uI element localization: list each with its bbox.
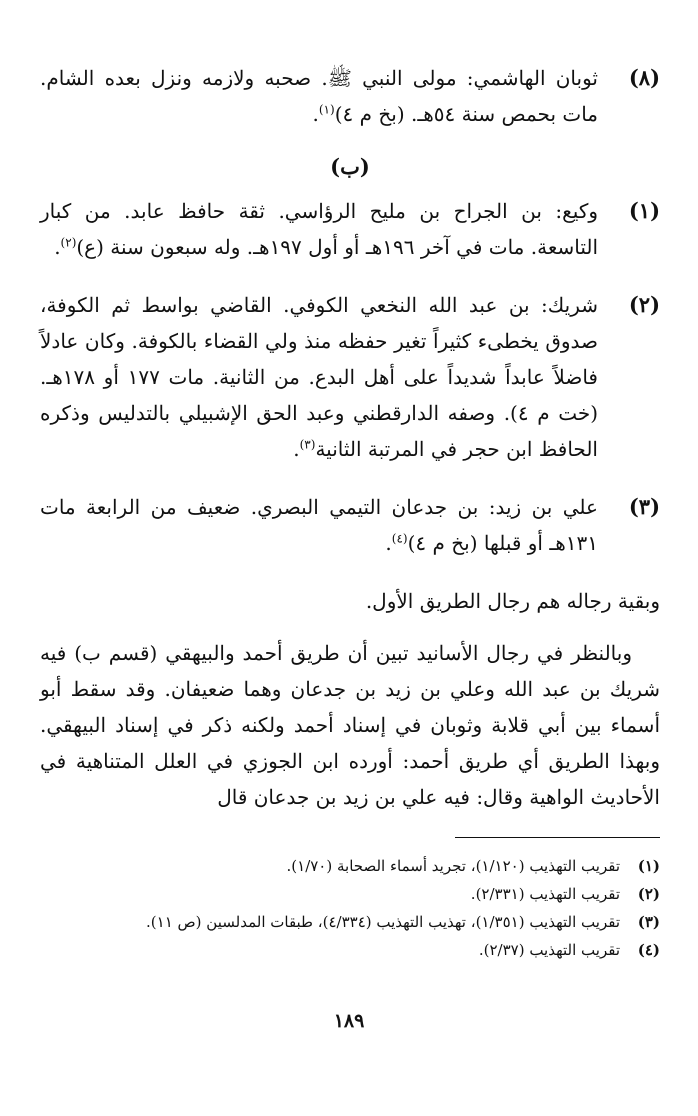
entry-content: ثوبان الهاشمي: مولى النبي ﷺ. صحبه ولازمه ونزل بعده الشام. مات بحمص سنة ٥٤هـ. (بخ م ٤) (40, 66, 598, 126)
entry-text (40, 193, 598, 265)
narrator-entry (40, 489, 660, 561)
footnote-divider (455, 837, 660, 838)
footnote (40, 880, 660, 908)
entry-end: . (293, 437, 300, 461)
page-number: ١٨٩ (333, 1010, 365, 1032)
footnote-text: تقريب التهذيب (٢/٣٣١). (470, 885, 620, 903)
footnote-text: تقريب التهذيب (١/١٢٠)، تجريد أسماء الصحابة (١/٧٠). (286, 857, 620, 875)
entry-number: (٢) (628, 292, 660, 317)
entry-number: (١) (628, 198, 660, 223)
entry-content: وكيع: بن الجراح بن مليح الرؤاسي. ثقة حافظ عابد. من كبار التاسعة. مات في آخر ١٩٦هـ أو أول ١٩٧هـ. وله سبعون سنة (ع) (40, 199, 598, 259)
narrator-entry (40, 287, 660, 467)
paragraph: وبالنظر في رجال الأسانيد تبين أن طريق أحمد والبيهقي (قسم ب) فيه شريك بن عبد الله وعلي بن زيد بن جدعان وهما ضعيفان. وقد سقط أبو أسماء بين أبي قلابة وثوبان في إسناد أحمد ولكنه ذكر في إسناد البيهقي. وبهذا الطريق أي طريق أحمد: أورده ابن الجوزي في العلل المتناهية في الأحاديث الواهية وقال: فيه علي بن زيد بن جدعان قال (40, 641, 660, 809)
entry-number: (٣) (628, 494, 660, 519)
footnote-number: (١) (637, 857, 660, 875)
paragraph: وبقية رجاله هم رجال الطريق الأول. (365, 589, 660, 613)
entry-text (40, 287, 598, 467)
footnote-text: تقريب التهذيب (٢/٣٧). (478, 941, 620, 959)
footnote-ref: (٢) (60, 235, 77, 250)
entry-content: شريك: بن عبد الله النخعي الكوفي. القاضي بواسط ثم الكوفة، صدوق يخطىء كثيراً تغير حفظه منذ ولي القضاء بالكوفة. وكان عادلاً فاضلاً عابداً شديداً على أهل البدع. من الثانية. مات ١٧٧ أو ١٧٨هـ. (خت م ٤). وصفه الدارقطني وعبد الحق الإشبيلي بالتدليس وذكره الحافظ ابن حجر في المرتبة الثانية (40, 293, 599, 461)
footnote-number: (٢) (637, 885, 660, 903)
entry-number: (٨) (628, 65, 660, 90)
entry-text (40, 60, 598, 132)
narrator-entry (40, 60, 660, 132)
footnote (40, 936, 660, 964)
entry-content: علي بن زيد: بن جدعان التيمي البصري. ضعيف من الرابعة مات ١٣١هـ أو قبلها (بخ م ٤) (40, 495, 598, 555)
footnote-ref: (٣) (299, 437, 316, 452)
footnote-number: (٣) (637, 913, 660, 931)
narrator-entry (40, 193, 660, 265)
footnote-text: تقريب التهذيب (١/٣٥١)، تهذيب التهذيب (٤/٣٣٤)، طبقات المدلسين (ص ١١). (146, 913, 620, 931)
section-heading: (ب) (330, 154, 370, 179)
entry-end: . (385, 531, 392, 555)
footnote-ref: (٤) (391, 531, 408, 546)
page-body (40, 60, 660, 1090)
entry-end: . (312, 102, 319, 126)
footnote (40, 908, 660, 936)
footnote (40, 852, 660, 880)
entry-text (40, 489, 598, 561)
footnote-ref: (١) (318, 102, 335, 117)
footnote-number: (٤) (637, 941, 660, 959)
entry-end: . (54, 235, 61, 259)
